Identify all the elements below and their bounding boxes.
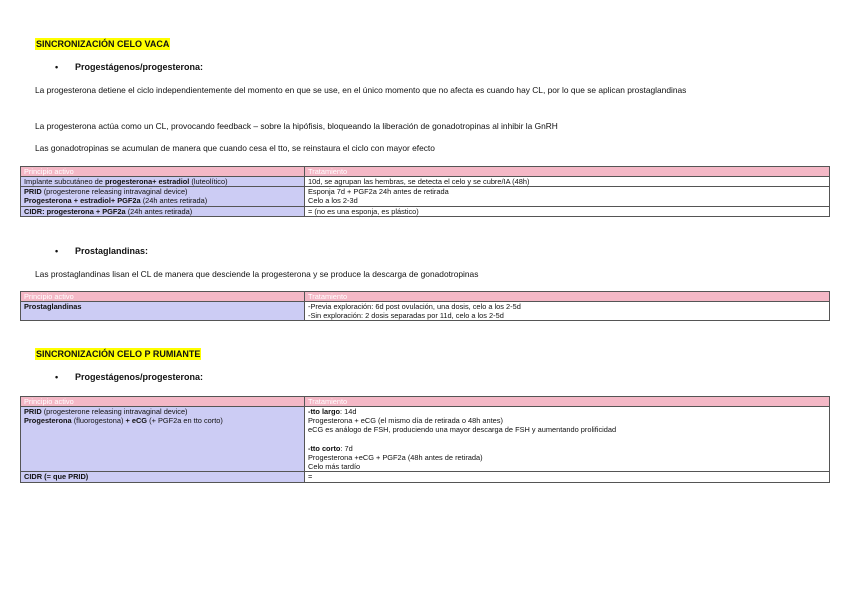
header-principio-activo: Principio activo (21, 292, 305, 302)
table-vaca-prostaglandinas (20, 291, 830, 321)
bullet-progestagenos-vaca (55, 61, 203, 73)
table-header-row (21, 167, 830, 177)
bullet-label: Progestágenos/progesterona: (75, 372, 204, 382)
table-vaca-progestagenos (20, 166, 830, 217)
paragraph-3: Las gonadotropinas se acumulan de manera que cuando cesa el tto, se reinstaura el ciclo con mayor efecto (35, 143, 435, 153)
bullet-progestagenos-rumiante (55, 371, 203, 383)
cell-principio: PRID (progesterone releasing intravaginal device) Progesterona (fluorogestona) + eCG (+ PGF2a en tto corto) (21, 407, 305, 472)
cell-tratamiento: = (305, 472, 830, 482)
bullet-dot-icon: • (55, 62, 59, 72)
cell-tratamiento: -tto largo: 14d Progesterona + eCG (el mismo día de retirada o 48h antes) eCG es análogo de FSH, produciendo una mayor descarga de FSH y aumentando prolificidad -tto corto: 7d Progesterona +eCG + PGF2a (48h antes de retirada) Celo más tardío (305, 407, 830, 472)
section-heading-rumiante: SINCRONIZACIÓN CELO P RUMIANTE (36, 349, 201, 359)
header-principio-activo: Principio activo (21, 167, 305, 177)
cell-principio: CIDR (= que PRID) (21, 472, 305, 482)
table-row (21, 302, 830, 321)
table-row (21, 407, 830, 472)
table-row (21, 187, 830, 206)
table-rumiante-progestagenos (20, 396, 830, 483)
paragraph-2: La progesterona actúa como un CL, provocando feedback – sobre la hipófisis, bloqueando la liberación de gonadotropinas al inhibir la GnRH (35, 121, 558, 131)
bullet-dot-icon: • (55, 246, 59, 256)
header-tratamiento: Tratamiento (305, 167, 830, 177)
cell-tratamiento: Esponja 7d + PGF2a 24h antes de retirada Celo a los 2-3d (305, 187, 830, 206)
cell-principio: CIDR: progesterona + PGF2a (24h antes retirada) (21, 206, 305, 216)
header-tratamiento: Tratamiento (305, 292, 830, 302)
cell-tratamiento: = (no es una esponja, es plástico) (305, 206, 830, 216)
paragraph-4: Las prostaglandinas lisan el CL de manera que desciende la progesterona y se produce la descarga de gonadotropinas (35, 269, 479, 279)
cell-principio: PRID (progesterone releasing intravaginal device) Progesterona + estradiol+ PGF2a (24h antes retirada) (21, 187, 305, 206)
bullet-label: Prostaglandinas: (75, 246, 149, 256)
table-header-row (21, 397, 830, 407)
table-header-row (21, 292, 830, 302)
table-row (21, 472, 830, 482)
cell-tratamiento: -Previa exploración: 6d post ovulación, una dosis, celo a los 2-5d -Sin exploración: 2 dosis separadas por 11d, celo a los 2-5d (305, 302, 830, 321)
cell-principio: Implante subcutáneo de progesterona+ estradiol (luteolítico) (21, 177, 305, 187)
header-principio-activo: Principio activo (21, 397, 305, 407)
cell-principio: Prostaglandinas (21, 302, 305, 321)
table-row (21, 206, 830, 216)
bullet-prostaglandinas (55, 245, 148, 257)
bullet-dot-icon: • (55, 372, 59, 382)
header-tratamiento: Tratamiento (305, 397, 830, 407)
table-row (21, 177, 830, 187)
cell-tratamiento: 10d, se agrupan las hembras, se detecta el celo y se cubre/IA (48h) (305, 177, 830, 187)
paragraph-1: La progesterona detiene el ciclo independientemente del momento en que se use, en el único momento que no afecta es cuando hay CL, por lo que se aplican prostaglandinas (35, 85, 687, 95)
section-heading-vaca: SINCRONIZACIÓN CELO VACA (36, 39, 170, 49)
bullet-label: Progestágenos/progesterona: (75, 62, 204, 72)
